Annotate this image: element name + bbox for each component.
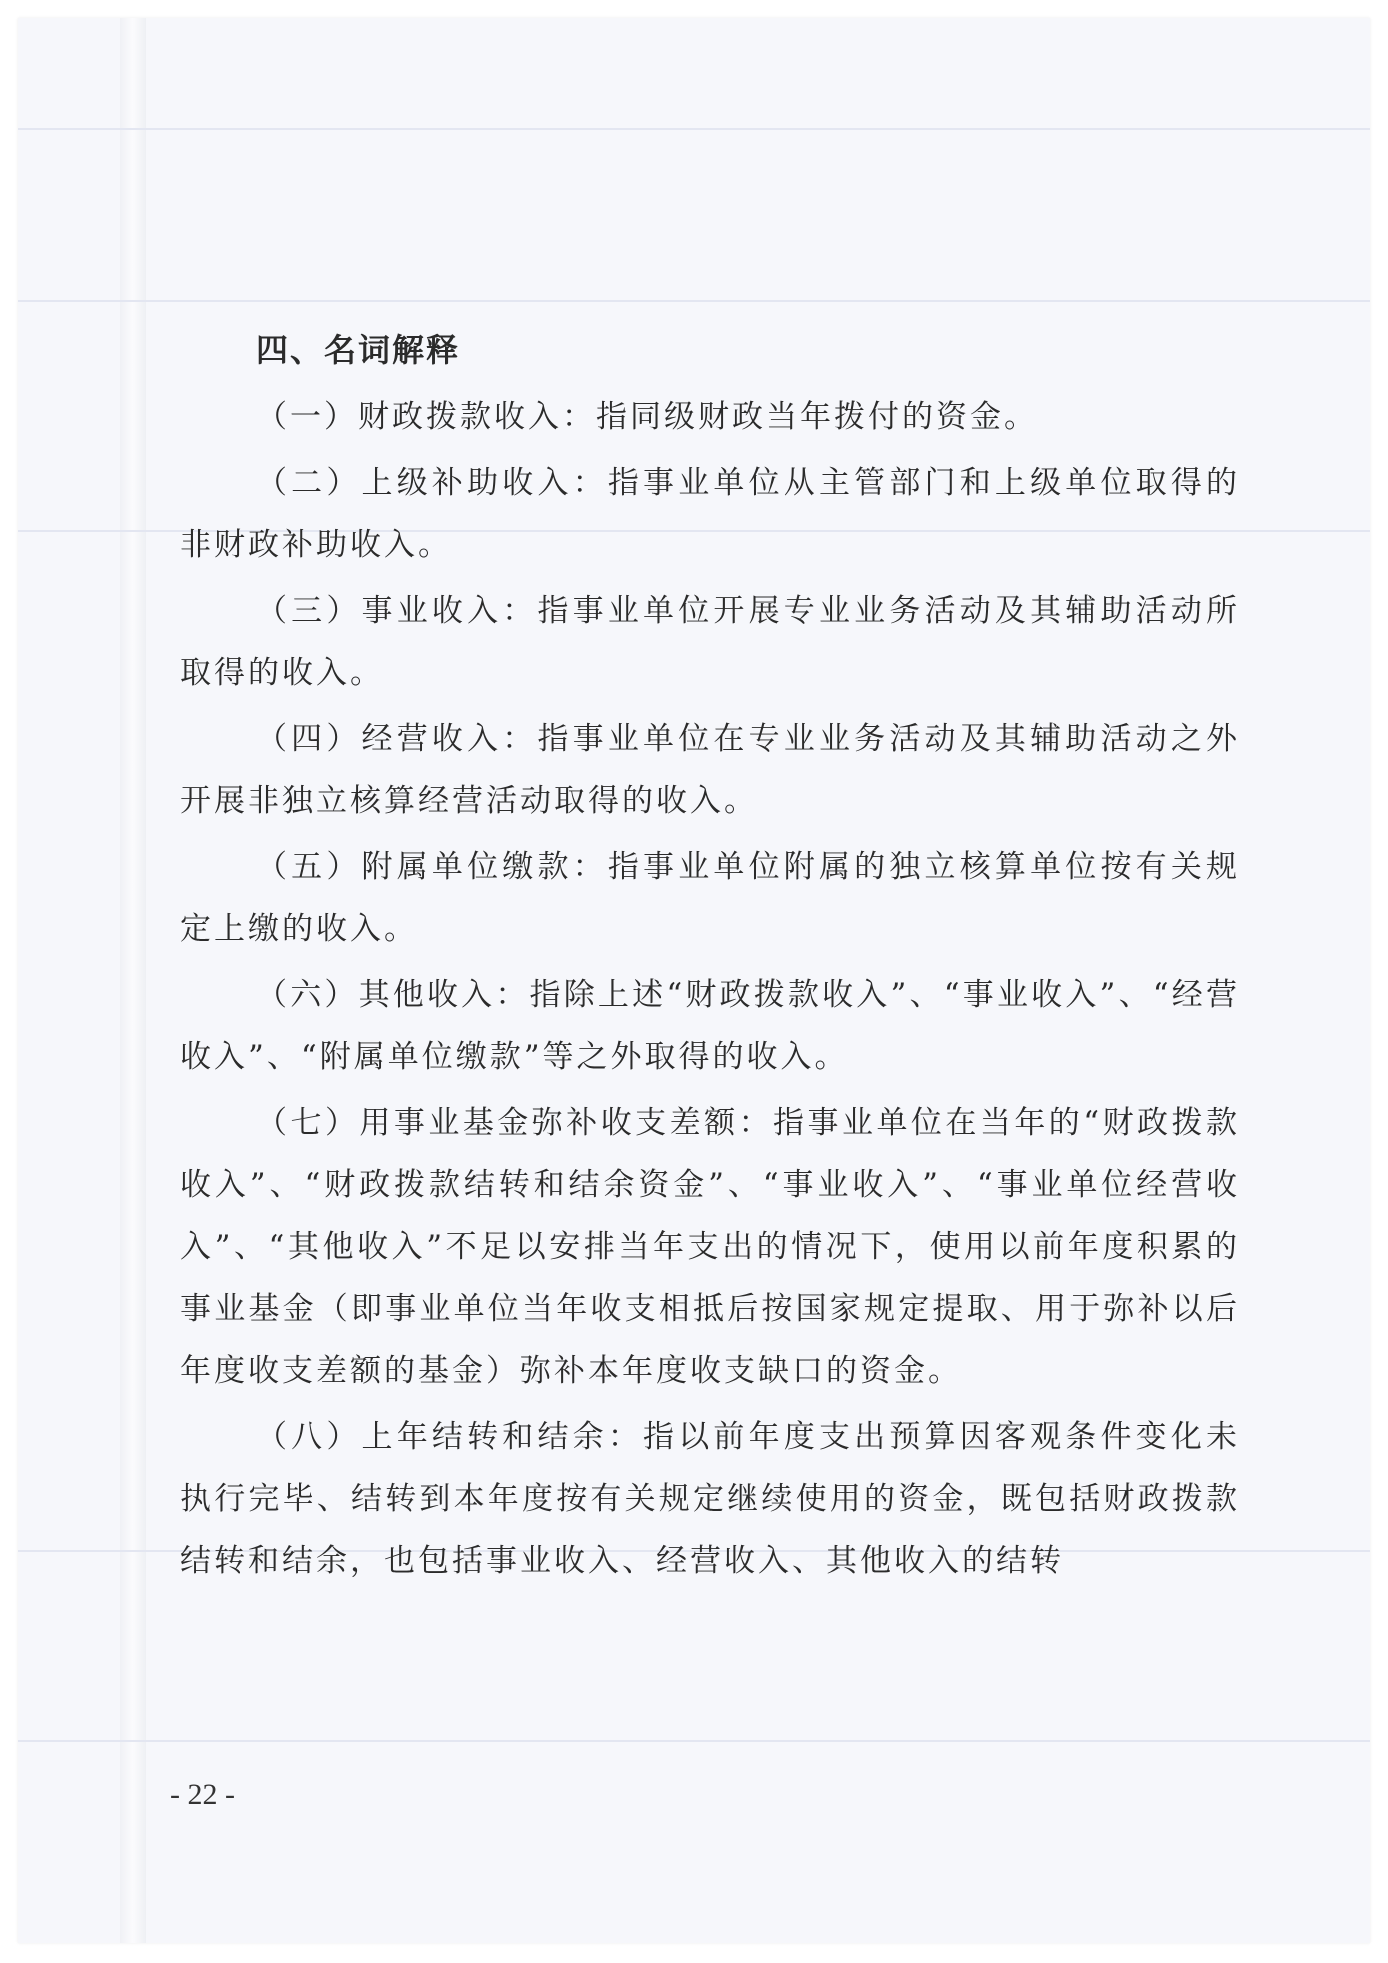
definition-text: 指同级财政当年拨付的资金。 <box>596 399 1038 435</box>
definition-term: （七）用事业基金弥补收支差额： <box>256 1105 774 1141</box>
definition-term: （三）事业收入： <box>256 593 538 629</box>
definition-paragraph <box>180 836 1240 960</box>
definition-text: 指事业单位开展专业业务活动及其辅助活动所取得的收入。 <box>180 593 1241 691</box>
page-number: - 22 - <box>170 1778 235 1811</box>
definition-text: 指以前年度支出预算因客观条件变化未执行完毕、结转到本年度按有关规定继续使用的资金，既包括财政拨款结转和结余，也包括事业收入、经营收入、其他收入的结转 <box>180 1419 1241 1579</box>
document-body <box>180 320 1240 1596</box>
scan-line <box>18 300 1370 302</box>
definition-paragraph <box>180 386 1240 448</box>
definition-term: （八）上年结转和结余： <box>256 1419 644 1455</box>
definition-text: 指事业单位从主管部门和上级单位取得的非财政补助收入。 <box>180 465 1241 563</box>
definition-paragraph <box>180 964 1240 1088</box>
scan-line <box>18 1740 1370 1742</box>
definition-paragraph <box>180 1406 1240 1592</box>
definition-term: （五）附属单位缴款： <box>256 849 608 885</box>
definition-paragraph <box>180 452 1240 576</box>
definition-paragraph <box>180 580 1240 704</box>
definition-term: （六）其他收入： <box>256 977 530 1013</box>
section-heading: 四、名词解释 <box>256 331 461 369</box>
definition-text: 指除上述“财政拨款收入”、“事业收入”、“经营收入”、“附属单位缴款”等之外取得的收入。 <box>180 977 1241 1075</box>
definition-term: （二）上级补助收入： <box>256 465 608 501</box>
definition-paragraph <box>180 708 1240 832</box>
definition-text: 指事业单位在当年的“财政拨款收入”、“财政拨款结转和结余资金”、“事业收入”、“事业单位经营收入”、“其他收入”不足以安排当年支出的情况下，使用以前年度积累的事业基金（即事业单位当年收支相抵后按国家规定提取、用于弥补以后年度收支差额的基金）弥补本年度收支缺口的资金。 <box>180 1105 1240 1389</box>
scan-line <box>18 128 1370 130</box>
definition-text: 指事业单位在专业业务活动及其辅助活动之外开展非独立核算经营活动取得的收入。 <box>180 721 1241 819</box>
binding-strip <box>120 18 146 1943</box>
definition-text: 指事业单位附属的独立核算单位按有关规定上缴的收入。 <box>180 849 1241 947</box>
definition-term: （一）财政拨款收入： <box>256 399 596 435</box>
definition-term: （四）经营收入： <box>256 721 538 757</box>
definition-paragraph <box>180 1092 1240 1402</box>
